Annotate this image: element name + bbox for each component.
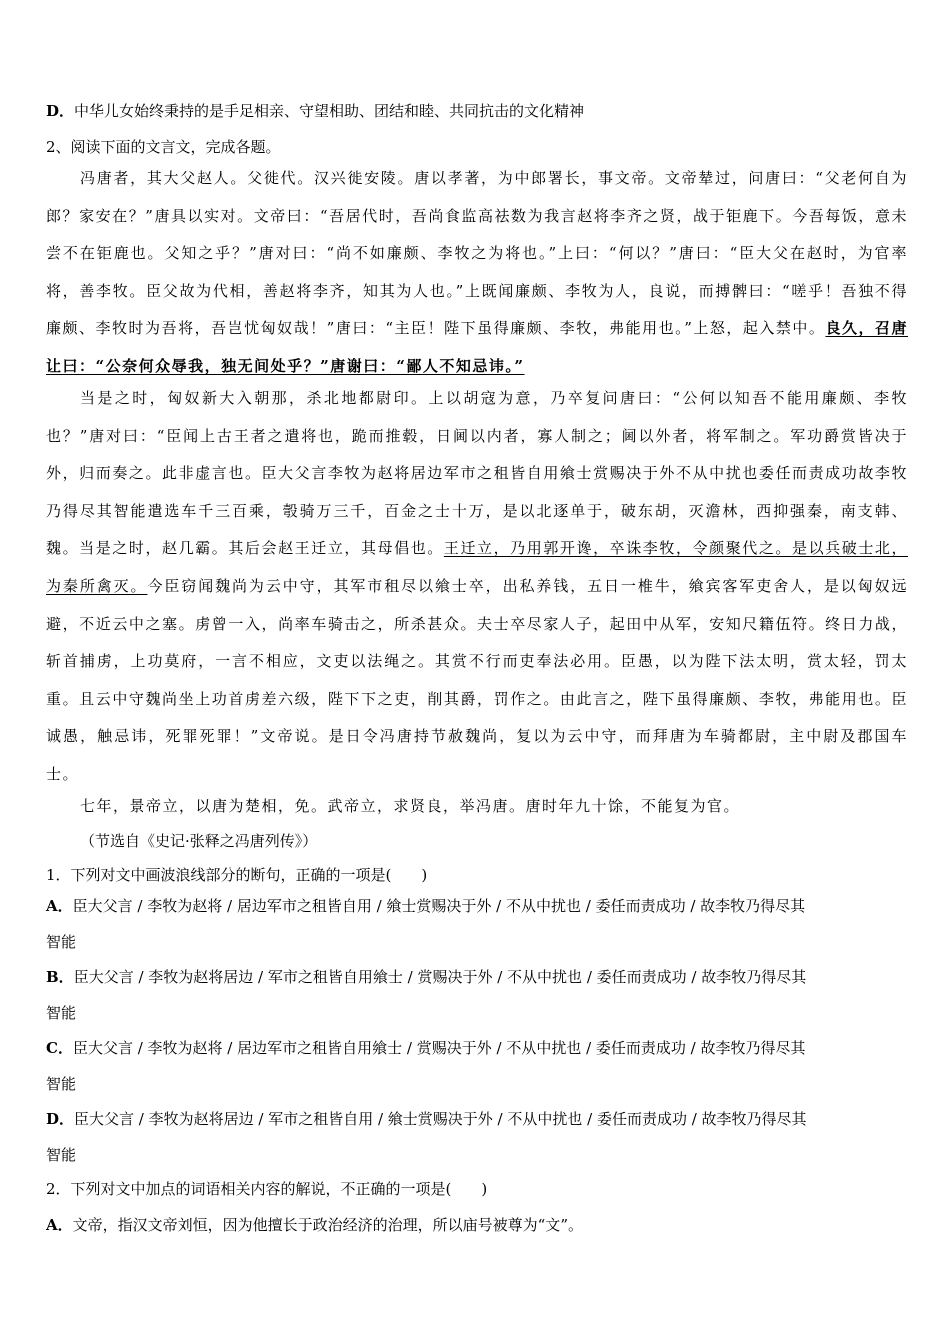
option-label: A． <box>46 1216 73 1234</box>
passage-paragraph-2 <box>46 380 908 794</box>
question-heading: 2、阅读下面的文言文，完成各题。 <box>46 138 281 156</box>
option-label: D． <box>46 102 75 120</box>
question-2-stem: 2．下列对文中加点的词语相关内容的解说，不正确的一项是( ) <box>46 1180 488 1198</box>
passage-text: 冯唐者，其大父赵人。父徙代。汉兴徙安陵。唐以孝著，为中郎署长，事文帝。文帝辇过，问唐曰：“父老何自为郎？家安在？”唐具以实对。文帝曰：“吾居代时，吾尚食监高祛数为我言赵将李齐之贤，战于钜鹿下。今吾每饭，意未尝不在钜鹿也。父知之乎？”唐对曰：“尚不如廉颇、李牧之为将也。”上曰：“何以？”唐曰：“臣大父在赵时，为官率将，善李牧。臣父故为代相，善赵将李齐，知其为人也。”上既闻廉颇、李牧为人，良说，而搏髀曰：“嗟乎！吾独不得廉颇、李牧时为吾将，吾岂忧匈奴哉！”唐曰：“主臣！陛下虽得廉颇、李牧，弗能用也。”上怒，起入禁中。 <box>46 169 908 338</box>
previous-option-d <box>46 101 906 121</box>
option-text: 臣大父言 / 李牧为赵将 / 居边军市之租皆自用飨士 / 赏赐决于外 / 不从中扰也 / 委任而责成功 / 故李牧乃得尽其 <box>72 1039 806 1057</box>
passage-paragraph-1 <box>46 160 908 386</box>
option-continuation: 智能 <box>46 1004 77 1022</box>
question-1-option-b <box>46 959 906 1031</box>
question-1-option-c <box>46 1030 906 1102</box>
option-continuation: 智能 <box>46 933 77 951</box>
option-label: B． <box>46 968 74 986</box>
question-2-option-a <box>46 1215 906 1235</box>
option-text: 臣大父言 / 李牧为赵将 / 居边军市之租皆自用 / 飨士赏赐决于外 / 不从中扰也 / 委任而责成功 / 故李牧乃得尽其 <box>72 897 806 915</box>
passage-text: 今臣窃闻魏尚为云中守，其军市租尽以飨士卒，出私养钱，五日一椎牛，飨宾客军吏舍人，是以匈奴远避，不近云中之塞。虏曾一入，尚率车骑击之，所杀甚众。夫士卒尽家人子，起田中从军，安知尺籍伍符。终日力战，斩首捕虏，上功莫府，一言不相应，文吏以法绳之。其赏不行而吏奉法必用。臣愚，以为陛下法太明，赏太轻，罚太重。且云中守魏尚坐上功首虏差六级，陛下下之吏，削其爵，罚作之。由此言之，陛下虽得廉颇、李牧，弗能用也。臣诚愚，触忌讳，死罪死罪！”文帝说。是日令冯唐持节赦魏尚，复以为云中守，而拜唐为车骑都尉，主中尉及郡国车士。 <box>46 576 908 783</box>
option-label: A． <box>46 897 73 915</box>
option-text: 文帝，指汉文帝刘恒，因为他擅长于政治经济的治理，所以庙号被尊为“文”。 <box>72 1216 583 1234</box>
passage-text: 当是之时，匈奴新大入朝那，杀北地都尉印。上以胡寇为意，乃卒复问唐曰：“公何以知吾不能用廉颇、李牧也？”唐对曰：“臣闻上古王者之遣将也，跪而推毂，日阃以内者，寡人制之；阃以外者，将军制之。军功爵赏皆决于外，归而奏之。此非虚言也。臣大父言李牧为赵将居边军市之租皆自用飨士赏赐决于外不从中扰也委任而责成功故李牧乃得尽其智能遣选车千三百乘，彀骑万三千，百金之士十万，是以北逐单于，破东胡，灭澹林，西抑强秦，南支韩、魏。当是之时，赵几霸。其后会赵王迁立，其母倡也。 <box>46 389 908 558</box>
underlined-sentence-2: 王迁立，乃用郭开谗，卒诛李牧，令颜聚代之。是以兵破士北，为秦所禽灭。 <box>46 539 908 595</box>
underlined-sentence-1: 良久，召唐让曰：“公奈何众辱我，独无间处乎？”唐谢曰：“鄙人不知忌讳。” <box>46 319 908 375</box>
passage-paragraph-3: 七年，景帝立，以唐为楚相，免。武帝立，求贤良，举冯唐。唐时年九十馀，不能复为官。 <box>80 797 741 815</box>
option-label: C． <box>46 1039 73 1057</box>
option-text: 臣大父言 / 李牧为赵将居边 / 军市之租皆自用飨士 / 赏赐决于外 / 不从中扰也 / 委任而责成功 / 故李牧乃得尽其 <box>73 968 807 986</box>
option-continuation: 智能 <box>46 1075 77 1093</box>
source-citation: （节选自《史记·张释之冯唐列传》） <box>80 832 318 850</box>
question-1-option-d <box>46 1101 906 1173</box>
option-label: D． <box>46 1110 75 1128</box>
question-1-option-a <box>46 888 906 960</box>
option-continuation: 智能 <box>46 1146 77 1164</box>
option-text: 臣大父言 / 李牧为赵将居边 / 军市之租皆自用 / 飨士赏赐决于外 / 不从中扰也 / 委任而责成功 / 故李牧乃得尽其 <box>74 1110 807 1128</box>
option-text: 中华儿女始终秉持的是手足相亲、守望相助、团结和睦、共同抗击的文化精神 <box>74 102 585 120</box>
question-1-stem: 1．下列对文中画波浪线部分的断句，正确的一项是( ) <box>46 866 428 884</box>
